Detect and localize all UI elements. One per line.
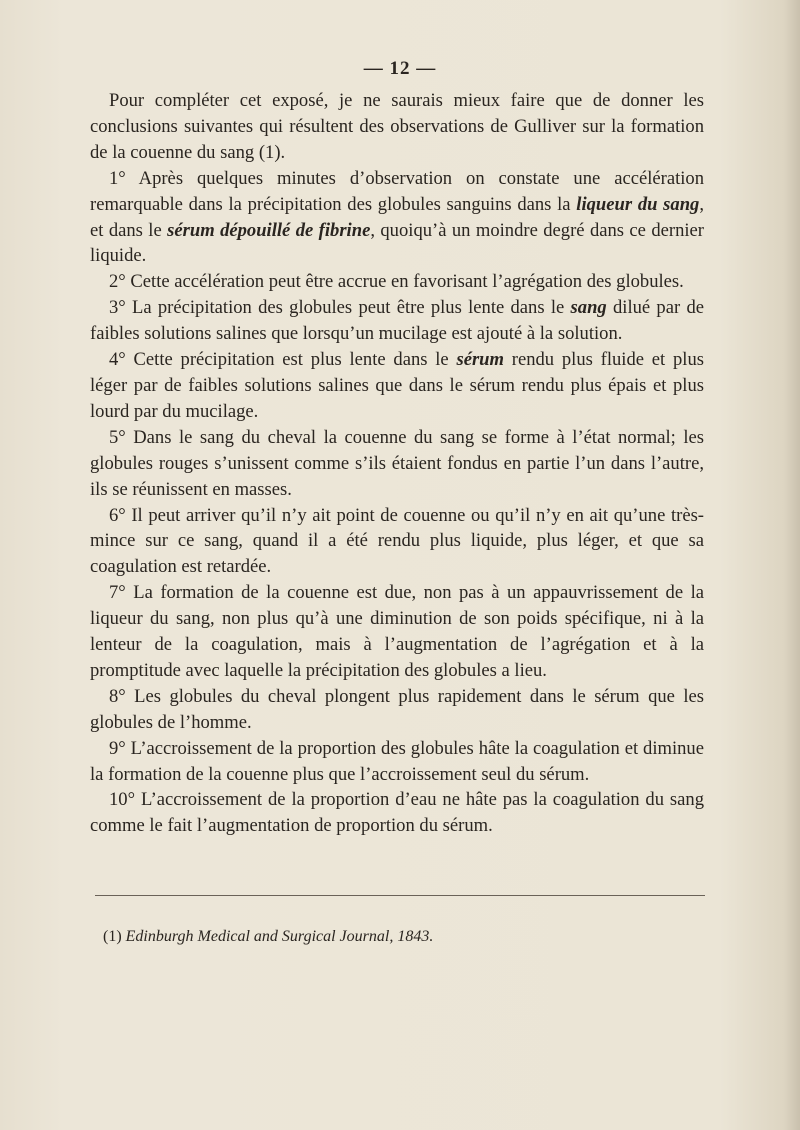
conclusion-3-emphasis: sang	[570, 297, 607, 319]
conclusion-9: 9° L’accroissement de la proportion des globules hâte la coagulation et diminue la formation de la couenne plus que l’accroissement seul du sérum.	[90, 737, 704, 785]
conclusion-3-text-b: dilué par de faibles solutions salines que lorsqu’un mucilage est ajouté à la solution.	[90, 297, 704, 345]
conclusion-1-text-c: , quoiqu’à un moindre degré dans ce dernier liquide.	[90, 219, 704, 267]
conclusion-4-emphasis: sérum	[456, 349, 504, 371]
page-number: — 12 —	[363, 58, 437, 79]
conclusion-4	[90, 347, 704, 425]
intro-paragraph: Pour compléter cet exposé, je ne saurais mieux faire que de donner les conclusions suivantes qui résultent des observations de Gulliver sur la formation de la couenne du sang (1).	[90, 90, 704, 163]
conclusion-2: 2° Cette accélération peut être accrue en favorisant l’agrégation des globules.	[109, 271, 684, 293]
conclusion-1-emphasis-b: sérum dépouillé de fibrine	[167, 219, 371, 241]
conclusion-1-emphasis-a: liqueur du sang	[576, 193, 700, 215]
footnote-mark: (1)	[103, 928, 122, 945]
conclusion-4-text-a: 4° Cette précipitation est plus lente dans le	[109, 349, 457, 371]
conclusion-6: 6° Il peut arriver qu’il n’y ait point de couenne ou qu’il n’y en ait qu’une très-mince sur ce sang, quand il a été rendu plus liquide, plus léger, et que sa coagulation est retardée.	[90, 504, 704, 578]
conclusion-10: 10° L’accroissement de la proportion d’eau ne hâte pas la coagulation du sang comme le fait l’augmentation de proportion du sérum.	[90, 789, 704, 837]
conclusion-3-text-a: 3° La précipitation des globules peut être plus lente dans le	[109, 297, 571, 319]
conclusion-7: 7° La formation de la couenne est due, non pas à un appauvrissement de la liqueur du sang, non plus qu’à une diminution de son poids spécifique, ni à la lenteur de la coagulation, mais à l’augmentation de l’agrégation et à la promptitude avec laquelle la précipitation des globules a lieu.	[90, 582, 704, 681]
conclusion-1	[90, 166, 704, 270]
conclusion-1-text-b: , et dans le	[90, 193, 705, 241]
conclusion-1-text-a: 1° Après quelques minutes d’observation on constate une accélération remarquable dans la précipitation des globules sanguins dans la	[90, 167, 704, 215]
footnote	[103, 928, 433, 946]
conclusion-4-text-b: rendu plus fluide et plus léger par de faibles solutions salines que dans le sérum rendu plus épais et plus lourd par du mucilage.	[90, 349, 704, 422]
conclusion-8: 8° Les globules du cheval plongent plus rapidement dans le sérum que les globules de l’homme.	[90, 685, 704, 733]
footnote-text: Edinburgh Medical and Surgical Journal, 1843.	[125, 928, 434, 945]
conclusion-5: 5° Dans le sang du cheval la couenne du sang se forme à l’état normal; les globules rouges s’unissent comme s’ils étaient fondus en partie l’un dans l’autre, ils se réunissent en masses.	[90, 426, 704, 500]
footnote-separator	[95, 895, 705, 896]
conclusion-3	[90, 295, 704, 347]
body-text	[90, 88, 704, 839]
